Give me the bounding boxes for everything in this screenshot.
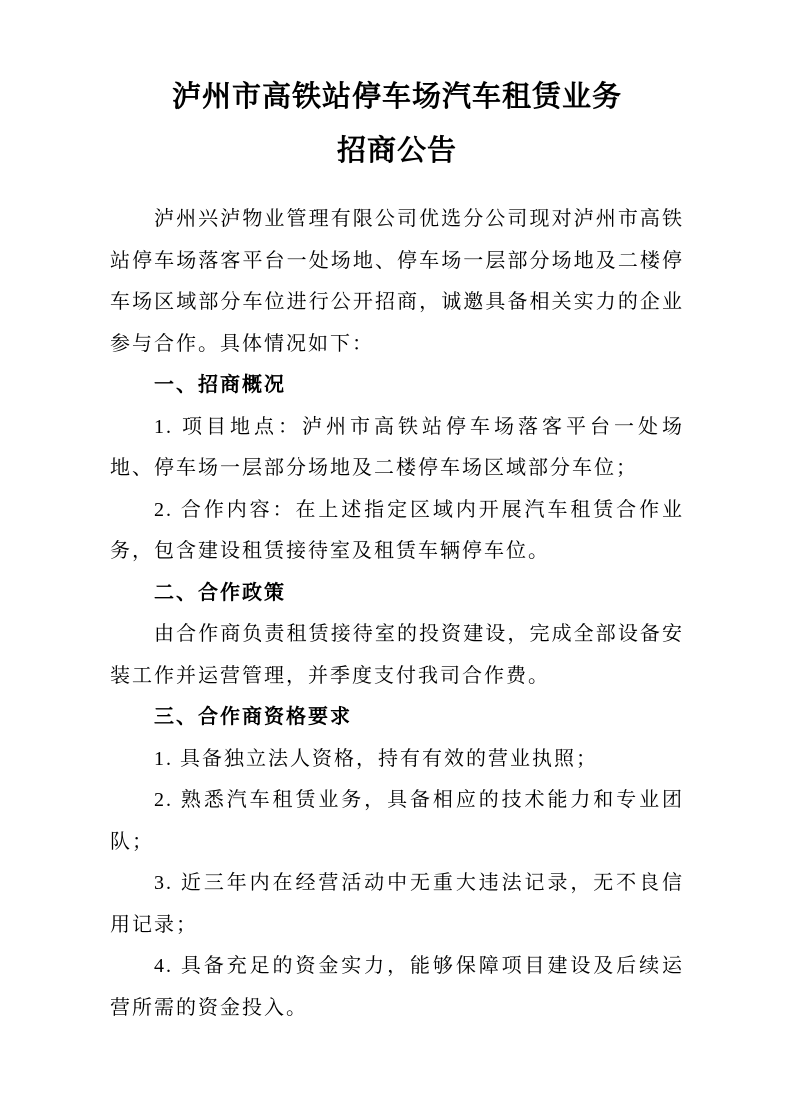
section-3-item-2: 2. 熟悉汽车租赁业务，具备相应的技术能力和专业团队； — [110, 789, 684, 853]
section-3-item-4: 4. 具备充足的资金实力，能够保障项目建设及后续运营所需的资金投入。 — [110, 955, 684, 1019]
section-3-heading: 三、合作商资格要求 — [154, 706, 352, 728]
document-body — [110, 199, 684, 1029]
section-1-item-2: 2. 合作内容：在上述指定区域内开展汽车租赁合作业务，包含建设租赁接待室及租赁车辆停车位。 — [110, 498, 684, 562]
section-1-item-1: 1. 项目地点：泸州市高铁站停车场落客平台一处场地、停车场一层部分场地及二楼停车场区域部分车位； — [110, 415, 684, 479]
section-2-heading: 二、合作政策 — [154, 581, 286, 604]
section-2-paragraph: 由合作商负责租赁接待室的投资建设，完成全部设备安装工作并运营管理，并季度支付我司合作费。 — [110, 623, 684, 687]
document-title-line1: 泸州市高铁站停车场汽车租赁业务 — [171, 81, 622, 113]
section-1-heading: 一、招商概况 — [154, 374, 286, 396]
document-title — [110, 70, 684, 178]
section-3-item-3: 3. 近三年内在经营活动中无重大违法记录，无不良信用记录； — [110, 872, 684, 936]
document-title-line2: 招商公告 — [336, 135, 457, 167]
intro-paragraph: 泸州兴泸物业管理有限公司优选分公司现对泸州市高铁站停车场落客平台一处场地、停车场一层部分场地及二楼停车场区域部分车位进行公开招商，诚邀具备相关实力的企业参与合作。具体情况如下： — [110, 208, 684, 355]
section-3-item-1: 1. 具备独立法人资格，持有有效的营业执照； — [154, 747, 598, 770]
